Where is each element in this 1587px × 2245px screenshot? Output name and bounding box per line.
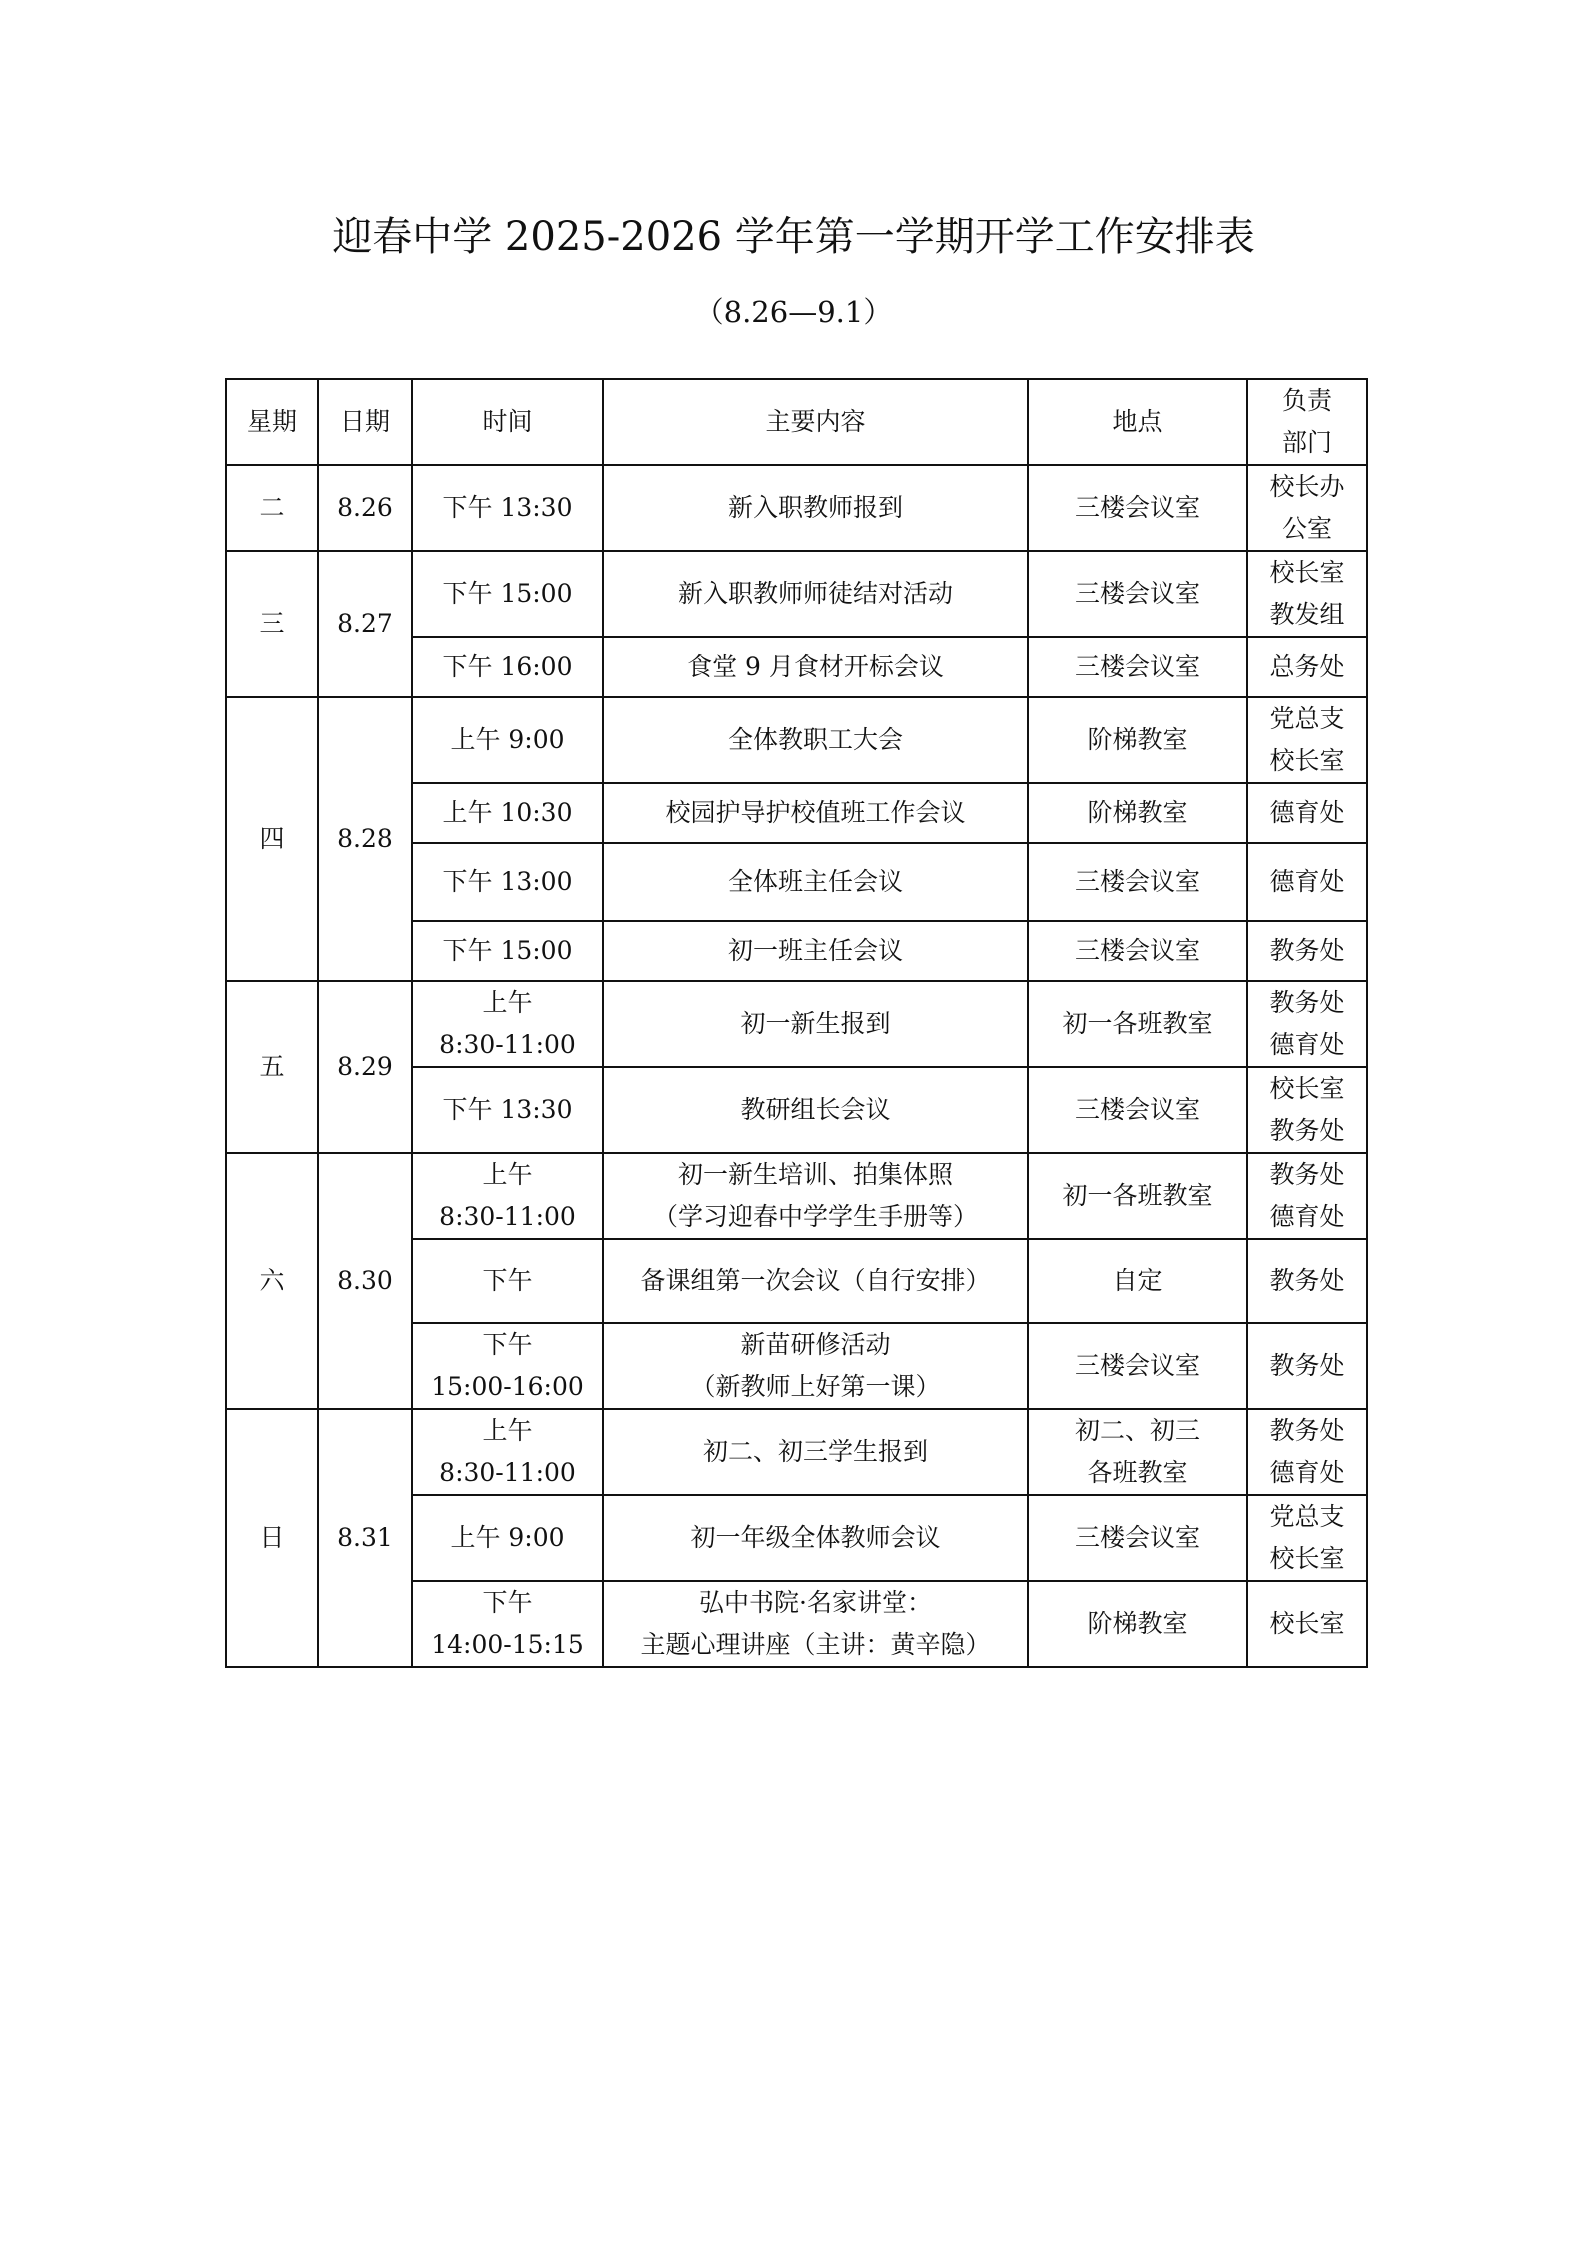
weekday-cell: 四 [226,697,318,981]
content-cell-line: （学习迎春中学学生手册等） [652,1202,978,1231]
dept-cell [1247,1067,1367,1153]
dept-cell-line: 教务处 [1269,1116,1345,1145]
header-weekday: 星期 [226,379,318,465]
table-row [226,697,1367,783]
time-cell-line: 上午 9:00 [450,725,565,754]
time-cell-line: 下午 13:00 [442,867,573,896]
location-cell [1028,1239,1247,1323]
location-cell [1028,1153,1247,1239]
location-cell [1028,843,1247,921]
location-cell-line: 三楼会议室 [1074,936,1200,965]
time-cell [412,1495,603,1581]
dept-cell [1247,981,1367,1067]
content-cell [603,1239,1028,1323]
location-cell [1028,637,1247,697]
dept-cell-line: 校长室 [1269,1074,1345,1103]
time-cell-line: 上午 [482,1416,533,1445]
content-cell-line: 全体教职工大会 [727,725,903,754]
header-date: 日期 [318,379,412,465]
location-cell-line: 三楼会议室 [1074,1351,1200,1380]
weekday-cell: 二 [226,465,318,551]
dept-cell-line: 教务处 [1269,1160,1345,1189]
time-cell [412,551,603,637]
content-cell [603,1409,1028,1495]
content-cell-line: 教研组长会议 [740,1095,891,1124]
dept-cell [1247,551,1367,637]
dept-cell-line: 教务处 [1269,1351,1345,1380]
dept-cell [1247,783,1367,843]
content-cell-line: 初一年级全体教师会议 [690,1523,941,1552]
time-cell-line: 下午 15:00 [442,579,573,608]
dept-cell [1247,1495,1367,1581]
content-cell [603,465,1028,551]
time-cell [412,1153,603,1239]
time-cell-line: 上午 9:00 [450,1523,565,1552]
time-cell-line: 上午 [482,1160,533,1189]
location-cell-line: 阶梯教室 [1087,1609,1188,1638]
time-cell-line: 下午 [482,1588,533,1617]
location-cell-line: 各班教室 [1087,1458,1188,1487]
content-cell-line: 备课组第一次会议（自行安排） [640,1266,991,1295]
content-cell [603,1581,1028,1667]
location-cell [1028,783,1247,843]
dept-cell-line: 校长室 [1269,1609,1345,1638]
time-cell [412,981,603,1067]
location-cell [1028,1067,1247,1153]
content-cell [603,1153,1028,1239]
content-cell [603,1067,1028,1153]
dept-cell [1247,1409,1367,1495]
time-cell-line: 下午 [482,1266,533,1295]
time-cell [412,921,603,981]
content-cell-line: 新苗研修活动 [740,1330,891,1359]
time-cell-line: 上午 10:30 [442,798,573,827]
content-cell [603,1323,1028,1409]
location-cell-line: 三楼会议室 [1074,1523,1200,1552]
time-cell-line: 14:00-15:15 [431,1630,584,1659]
content-cell-line: 初一新生培训、拍集体照 [677,1160,953,1189]
dept-cell [1247,1323,1367,1409]
dept-cell-line: 德育处 [1269,1030,1345,1059]
time-cell-line: 8:30-11:00 [439,1202,576,1231]
dept-cell-line: 公室 [1281,514,1332,543]
schedule-body [226,465,1367,1667]
content-cell [603,921,1028,981]
header-content: 主要内容 [603,379,1028,465]
header-dept-line: 负责 [1281,386,1332,415]
time-cell [412,1581,603,1667]
table-header-row [226,379,1367,465]
location-cell-line: 阶梯教室 [1087,725,1188,754]
date-cell: 8.27 [318,551,412,697]
content-cell-line: 新入职教师师徒结对活动 [677,579,953,608]
table-row [226,465,1367,551]
date-cell: 8.30 [318,1153,412,1409]
dept-cell-line: 教发组 [1269,600,1345,629]
date-cell: 8.31 [318,1409,412,1667]
content-cell-line: 食堂 9 月食材开标会议 [687,652,944,681]
dept-cell [1247,921,1367,981]
time-cell-line: 下午 [482,1330,533,1359]
dept-cell-line: 德育处 [1269,1458,1345,1487]
content-cell [603,1495,1028,1581]
content-cell-line: 全体班主任会议 [727,867,903,896]
dept-cell [1247,637,1367,697]
dept-cell-line: 校长室 [1269,1544,1345,1573]
location-cell [1028,551,1247,637]
location-cell [1028,1495,1247,1581]
dept-cell-line: 总务处 [1269,652,1345,681]
time-cell-line: 下午 15:00 [442,936,573,965]
dept-cell-line: 党总支 [1269,1502,1345,1531]
content-cell-line: 校园护导护校值班工作会议 [665,798,966,827]
location-cell-line: 三楼会议室 [1074,493,1200,522]
dept-cell-line: 教务处 [1269,988,1345,1017]
content-cell-line: 弘中书院·名家讲堂： [699,1588,932,1617]
table-row [226,1153,1367,1239]
time-cell [412,697,603,783]
content-cell [603,783,1028,843]
weekday-cell: 六 [226,1153,318,1409]
time-cell-line: 下午 13:30 [442,1095,573,1124]
dept-cell-line: 校长办 [1269,472,1345,501]
content-cell-line: 初一班主任会议 [727,936,903,965]
time-cell [412,465,603,551]
date-cell: 8.28 [318,697,412,981]
dept-cell-line: 德育处 [1269,798,1345,827]
content-cell [603,551,1028,637]
document-subtitle: （8.26—9.1） [694,295,893,329]
dept-cell-line: 党总支 [1269,704,1345,733]
header-time: 时间 [412,379,603,465]
time-cell [412,1409,603,1495]
location-cell [1028,921,1247,981]
time-cell [412,1239,603,1323]
table-row [226,981,1367,1067]
weekday-cell: 三 [226,551,318,697]
header-dept [1247,379,1367,465]
time-cell-line: 15:00-16:00 [431,1372,584,1401]
content-cell-line: （新教师上好第一课） [690,1372,941,1401]
location-cell [1028,1323,1247,1409]
content-cell [603,981,1028,1067]
location-cell-line: 三楼会议室 [1074,867,1200,896]
time-cell [412,1323,603,1409]
header-location: 地点 [1028,379,1247,465]
location-cell-line: 阶梯教室 [1087,798,1188,827]
location-cell-line: 初二、初三 [1074,1416,1200,1445]
time-cell-line: 下午 16:00 [442,652,573,681]
time-cell [412,783,603,843]
table-row [226,1409,1367,1495]
dept-cell-line: 教务处 [1269,1266,1345,1295]
table-row [226,551,1367,637]
location-cell-line: 初一各班教室 [1062,1181,1213,1210]
dept-cell [1247,1581,1367,1667]
dept-cell-line: 校长室 [1269,558,1345,587]
dept-cell-line: 教务处 [1269,1416,1345,1445]
document-title: 迎春中学 2025-2026 学年第一学期开学工作安排表 [332,214,1255,260]
content-cell [603,697,1028,783]
content-cell-line: 初一新生报到 [740,1009,891,1038]
location-cell-line: 三楼会议室 [1074,579,1200,608]
location-cell-line: 三楼会议室 [1074,652,1200,681]
location-cell [1028,1581,1247,1667]
time-cell-line: 下午 13:30 [442,493,573,522]
content-cell [603,637,1028,697]
dept-cell-line: 校长室 [1269,746,1345,775]
location-cell-line: 三楼会议室 [1074,1095,1200,1124]
content-cell-line: 初二、初三学生报到 [702,1437,928,1466]
dept-cell [1247,843,1367,921]
content-cell-line: 主题心理讲座（主讲：黄辛隐） [640,1630,991,1659]
dept-cell-line: 教务处 [1269,936,1345,965]
location-cell [1028,697,1247,783]
schedule-table [225,378,1368,1668]
dept-cell [1247,1153,1367,1239]
dept-cell-line: 德育处 [1269,867,1345,896]
date-cell: 8.29 [318,981,412,1153]
dept-cell-line: 德育处 [1269,1202,1345,1231]
content-cell-line: 新入职教师报到 [727,493,903,522]
content-cell [603,843,1028,921]
location-cell [1028,465,1247,551]
location-cell-line: 自定 [1112,1266,1163,1295]
time-cell [412,1067,603,1153]
dept-cell [1247,1239,1367,1323]
date-cell: 8.26 [318,465,412,551]
dept-cell [1247,465,1367,551]
header-dept-line: 部门 [1281,428,1332,457]
time-cell-line: 8:30-11:00 [439,1030,576,1059]
time-cell [412,843,603,921]
time-cell [412,637,603,697]
location-cell-line: 初一各班教室 [1062,1009,1213,1038]
time-cell-line: 上午 [482,988,533,1017]
location-cell [1028,981,1247,1067]
location-cell [1028,1409,1247,1495]
dept-cell [1247,697,1367,783]
weekday-cell: 日 [226,1409,318,1667]
weekday-cell: 五 [226,981,318,1153]
time-cell-line: 8:30-11:00 [439,1458,576,1487]
